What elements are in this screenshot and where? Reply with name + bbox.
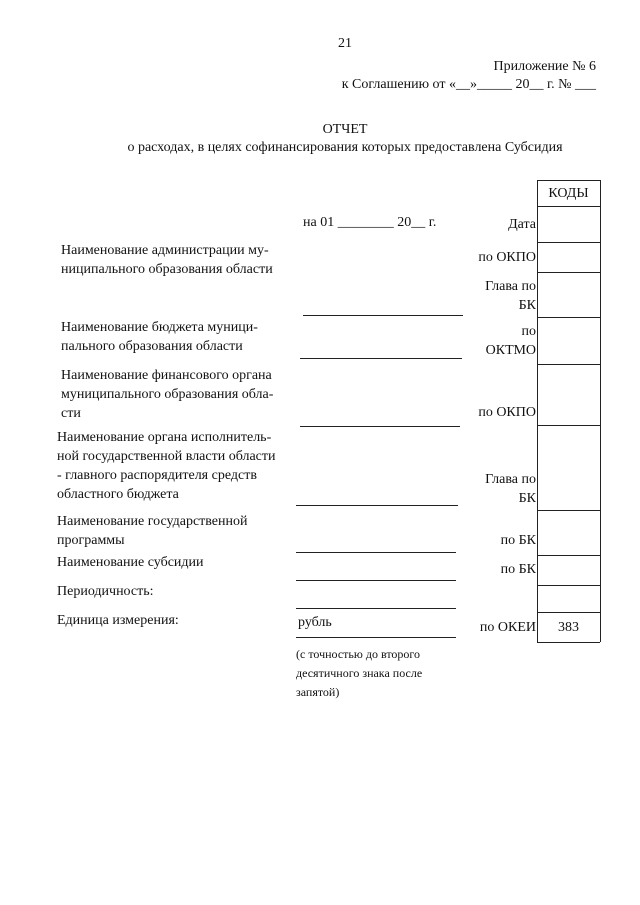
fill-line-municipal-administration[interactable] [303,315,463,316]
unit-value: рубль [298,615,332,630]
okei-code: 383 [558,620,579,635]
field-label-executive-body: Наименование органа исполнитель- ной государственной власти области - главного распорядителя средств областного бюджета [57,430,276,502]
field-label-periodicity: Периодичность: [57,584,154,599]
codes-header: КОДЫ [548,186,589,201]
fill-line-financial-body[interactable] [300,426,460,427]
fill-line-municipal-budget[interactable] [300,358,462,359]
report-subtitle: о расходах, в целях софинансирования которых предоставлена Субсидия [127,140,563,155]
appendix-agreement: к Соглашению от «__»_____ 20__ г. № ___ [341,77,596,92]
fill-line-subsidy[interactable] [296,580,456,581]
field-label-municipal-budget: Наименование бюджета муници- пального образования области [61,320,258,354]
fill-line-periodicity[interactable] [296,608,456,609]
report-date: на 01 ________ 20__ г. [303,215,437,230]
appendix-title: Приложение № 6 [493,59,596,74]
code-label-oktmo: по ОКТМО [485,324,536,358]
code-label-bk-2: по БК [500,562,536,577]
code-label-okpo-2: по ОКПО [478,405,536,420]
code-label-date: Дата [508,217,536,232]
field-label-financial-body: Наименование финансового органа муниципального образования обла- сти [61,368,274,421]
field-label-subsidy: Наименование субсидии [57,555,204,570]
page-number: 21 [338,36,352,51]
code-label-bk-1: по БК [500,533,536,548]
report-title: ОТЧЕТ [322,122,368,137]
fill-line-unit [296,637,456,638]
fill-line-executive-body[interactable] [296,505,458,506]
fill-line-state-program[interactable] [296,552,456,553]
code-label-glava-bk-1: Глава по БК [485,279,536,313]
code-label-okei: по ОКЕИ [479,620,536,635]
field-label-municipal-administration: Наименование администрации му- ниципального образования области [61,243,273,277]
field-label-unit: Единица измерения: [57,613,179,628]
code-label-okpo-1: по ОКПО [478,250,536,265]
code-label-glava-bk-2: Глава по БК [485,472,536,506]
field-label-state-program: Наименование государственной программы [57,514,248,548]
unit-precision-note: (с точностью до второго десятичного знака после запятой) [296,647,423,699]
